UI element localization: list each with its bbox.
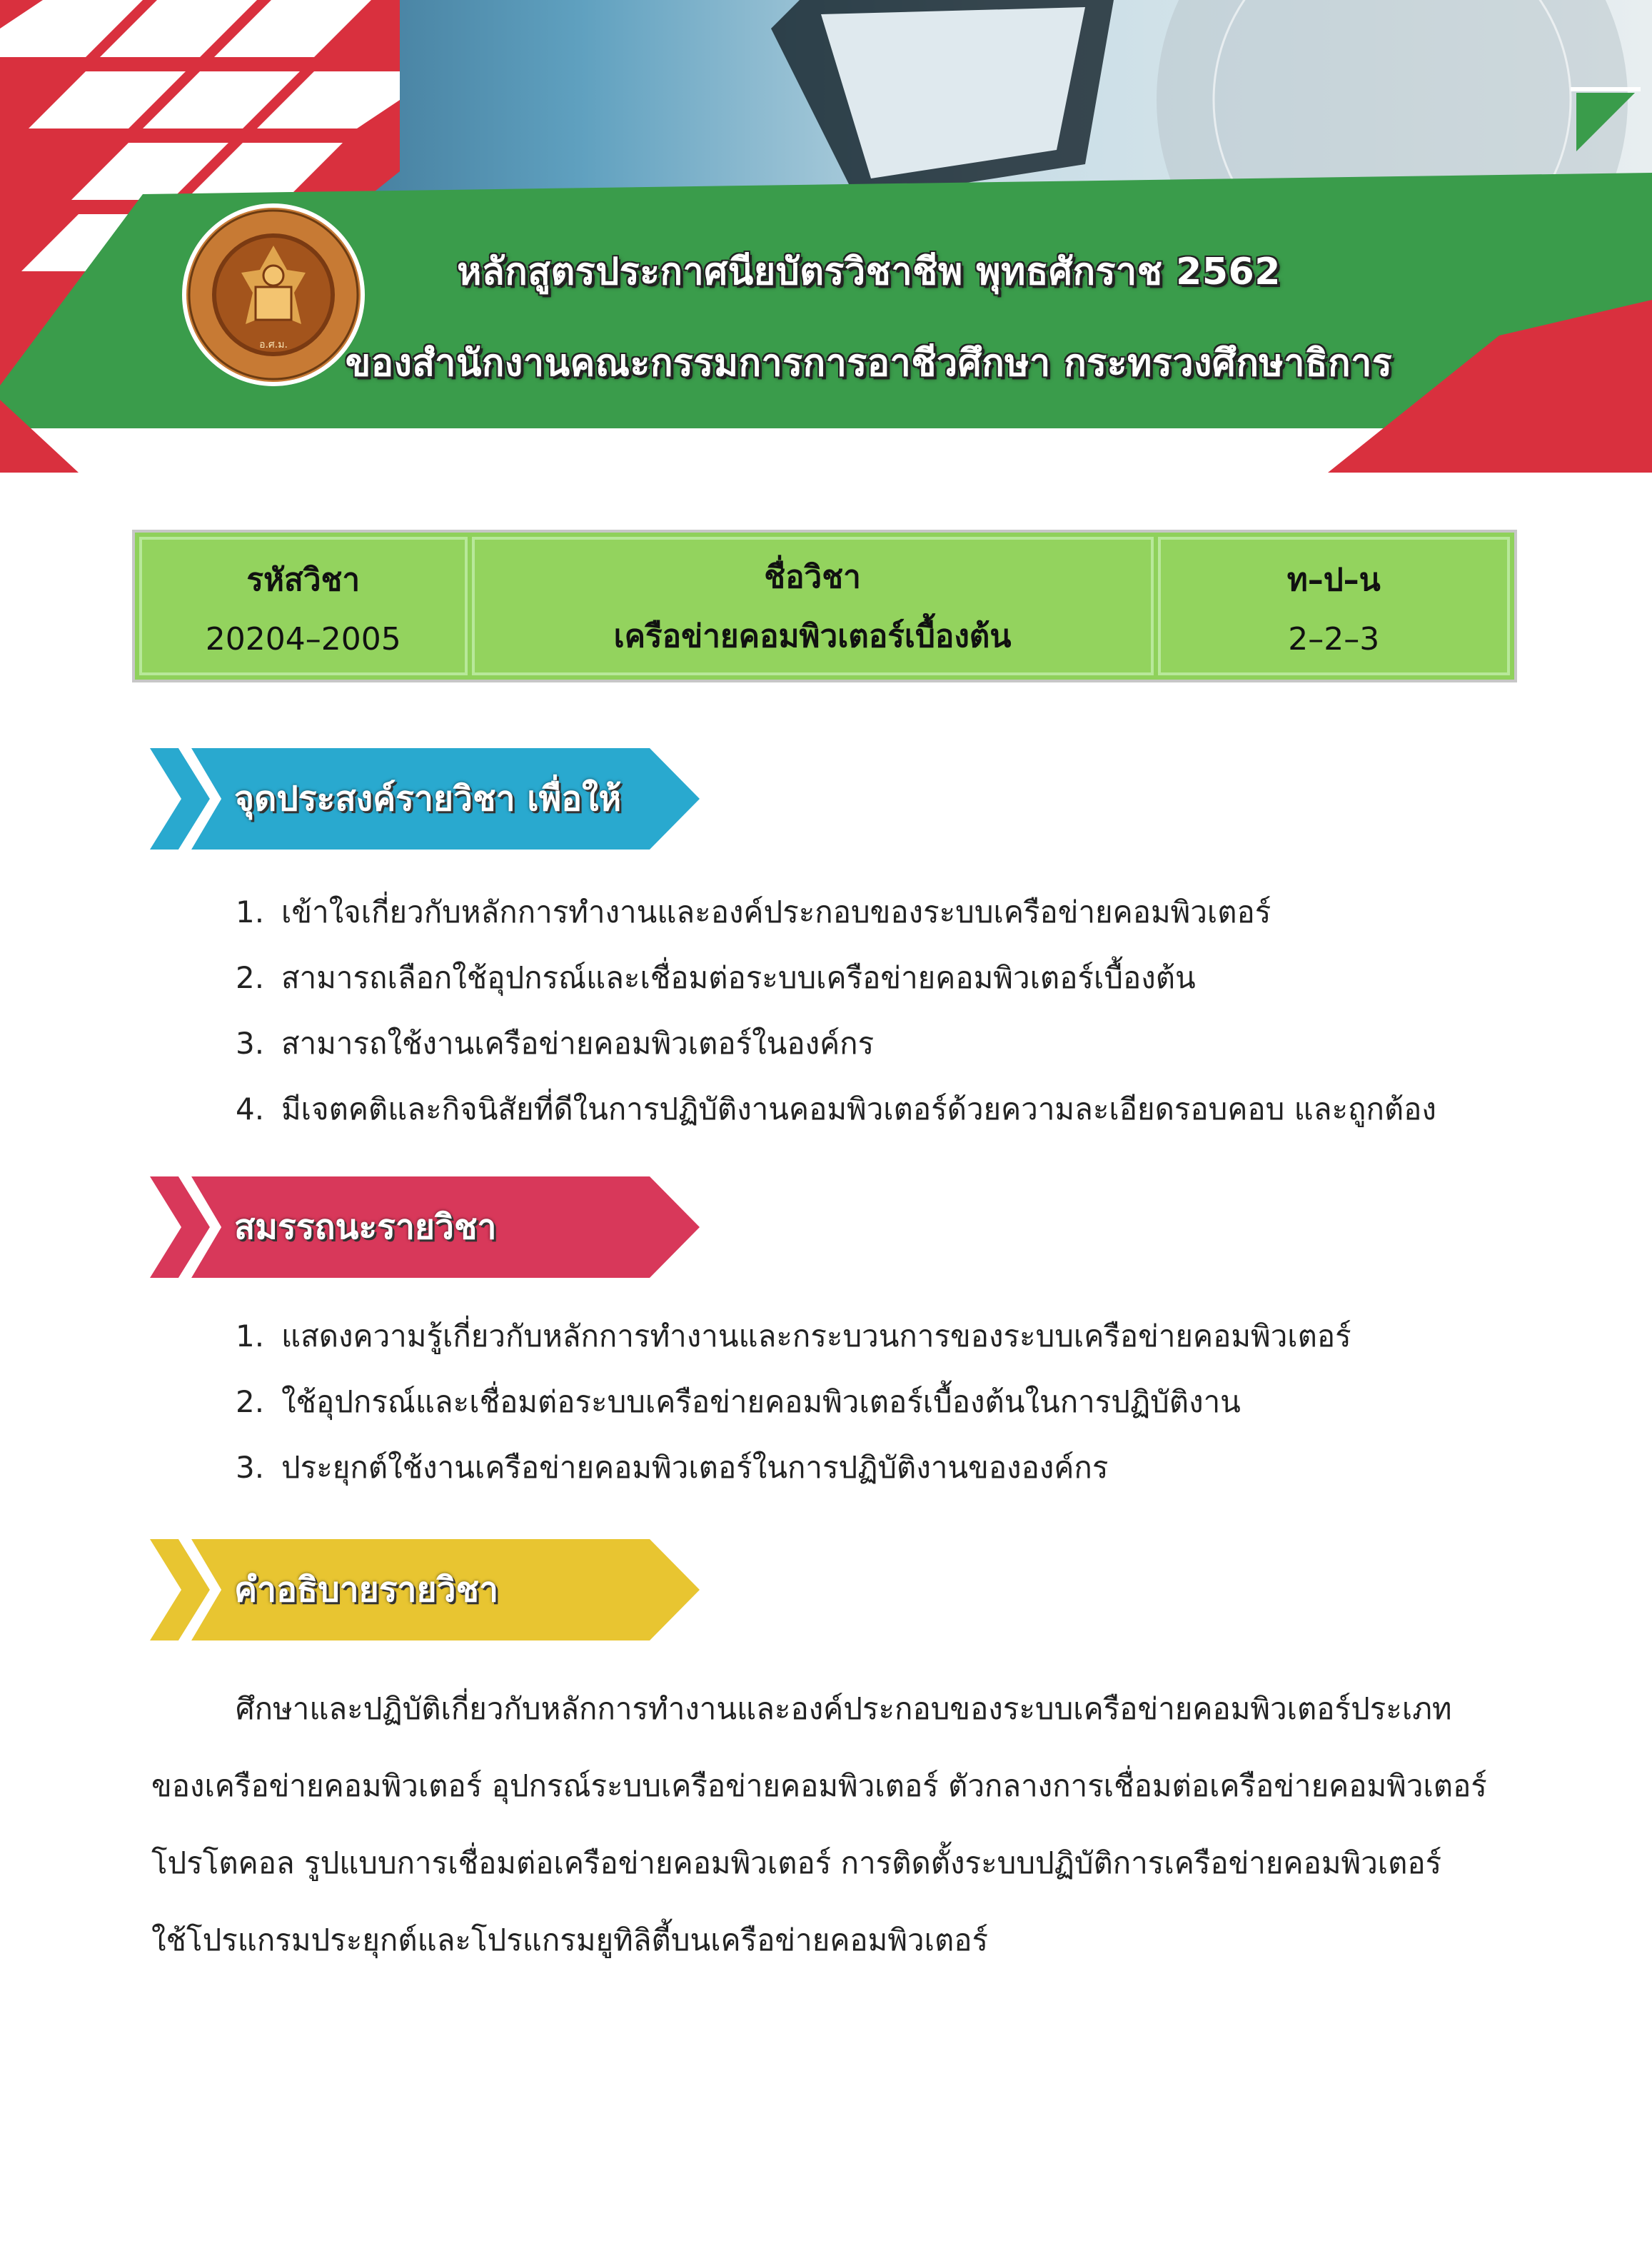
objectives-list	[236, 879, 1592, 1142]
objectives-banner	[150, 748, 707, 850]
course-hours-header: ท–ป–น	[1286, 562, 1381, 599]
course-name-header: ชื่อวิชา	[764, 558, 861, 595]
description-banner	[150, 1539, 707, 1640]
course-code-header: รหัสวิชา	[246, 562, 361, 599]
list-item: 1. เข้าใจเกี่ยวกับหลักการทำงานและองค์ประกอบของระบบเครือข่ายคอมพิวเตอร์	[236, 894, 1271, 929]
svg-text:อ.ศ.ม.: อ.ศ.ม.	[259, 339, 288, 351]
list-item: 1. แสดงความรู้เกี่ยวกับหลักการทำงานและกระบวนการของระบบเครือข่ายคอมพิวเตอร์	[236, 1319, 1351, 1354]
course-info-table	[132, 530, 1517, 682]
course-name-cell	[472, 537, 1154, 675]
course-hours-cell	[1158, 537, 1510, 675]
competency-banner	[150, 1176, 707, 1278]
competency-title: สมรรถนะรายวิชา	[234, 1207, 497, 1247]
page-header	[0, 0, 1652, 473]
course-code-cell	[139, 537, 468, 675]
description-line: ใช้โปรแกรมประยุกต์และโปรแกรมยูทิลิตี้บนเครือข่ายคอมพิวเตอร์	[151, 1922, 989, 1957]
list-item: 3. สามารถใช้งานเครือข่ายคอมพิวเตอร์ในองค์กร	[236, 1026, 875, 1061]
course-name-value: เครือข่ายคอมพิวเตอร์เบื้องต้น	[613, 618, 1012, 655]
list-item: 3. ประยุกต์ใช้งานเครือข่ายคอมพิวเตอร์ในการปฏิบัติงานขององค์กร	[236, 1450, 1109, 1485]
description-line: ศึกษาและปฏิบัติเกี่ยวกับหลักการทำงานและองค์ประกอบของระบบเครือข่ายคอมพิวเตอร์ประเภท	[236, 1691, 1452, 1726]
course-description	[151, 1670, 1508, 1979]
header-title-line-1: หลักสูตรประกาศนียบัตรวิชาชีพ พุทธศักราช 2562	[457, 251, 1281, 293]
description-line: โปรโตคอล รูปแบบการเชื่อมต่อเครือข่ายคอมพิวเตอร์ การติดตั้งระบบปฏิบัติการเครือข่ายคอมพิวเตอร์	[151, 1845, 1442, 1880]
list-item: 4. มีเจตคติและกิจนิสัยที่ดีในการปฏิบัติงานคอมพิวเตอร์ด้วยความละเอียดรอบคอบ และถูกต้อง	[236, 1092, 1436, 1126]
description-title: คำอธิบายรายวิชา	[234, 1570, 499, 1610]
course-code-value: 20204–2005	[205, 620, 401, 657]
header-title-line-2: ของสำนักงานคณะกรรมการการอาชีวศึกษา กระทรวงศึกษาธิการ	[345, 342, 1393, 385]
objectives-title: จุดประสงค์รายวิชา เพื่อให้	[234, 779, 622, 819]
competency-list	[236, 1304, 1592, 1501]
list-item: 2. สามารถเลือกใช้อุปกรณ์และเชื่อมต่อระบบเครือข่ายคอมพิวเตอร์เบื้องต้น	[236, 960, 1196, 995]
course-hours-value: 2–2–3	[1288, 620, 1380, 657]
list-item: 2. ใช้อุปกรณ์และเชื่อมต่อระบบเครือข่ายคอมพิวเตอร์เบื้องต้นในการปฏิบัติงาน	[236, 1384, 1241, 1419]
description-line: ของเครือข่ายคอมพิวเตอร์ อุปกรณ์ระบบเครือข่ายคอมพิวเตอร์ ตัวกลางการเชื่อมต่อเครือข่ายคอมพิวเตอร์	[151, 1768, 1487, 1803]
